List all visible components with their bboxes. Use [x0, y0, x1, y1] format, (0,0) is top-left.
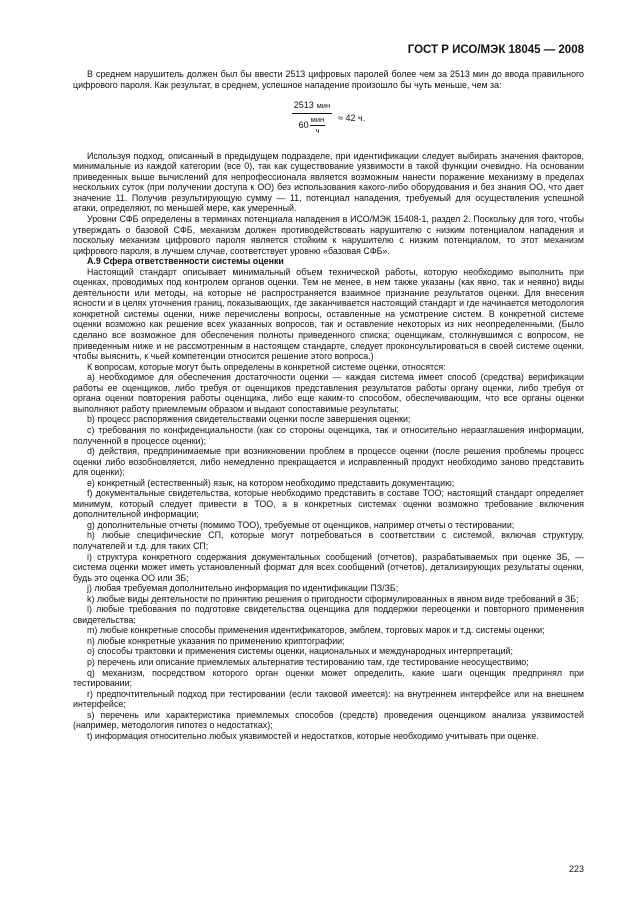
list-item: а) необходимое для обеспечения достаточности оценки — каждая система имеет способ (средства) верификации работы ее оценщиков, либо требуя от оценщиков представления результатов работы органу оценки, либо требуя от органа оценки повторения работы оценщика, либо еще каким-то способом, обеспечивающим, что все органы оценки выполняют работу приемлемым образом и выдают сопоставимые результаты;	[73, 372, 584, 414]
paragraph: К вопросам, которые могут быть определены в конкретной системе оценки, относятся:	[87, 361, 446, 372]
list-item: p) перечень или описание приемлемых альтернатив тестированию там, где тестирование неосуществимо;	[87, 656, 529, 667]
list-item: m) любые конкретные способы применения идентификаторов, эмблем, торговых марок и т.д. системы оценки;	[87, 625, 545, 636]
list-item: k) любые виды деятельности по принятию решения о пригодности сформулированных в явном виде требований в ЗБ;	[87, 593, 579, 604]
list-item: i) структура конкретного содержания документальных сообщений (отчетов), разрабатываемых при оценке ЗБ, — система оценки может иметь установленный формат для всех сообщений (отчетов), детализирующих результаты оценки, будь это оценка ОО или ЗБ;	[73, 551, 584, 583]
document-body	[73, 69, 584, 741]
list-item: q) механизм, посредством которого орган оценки может определить, какие шаги оценщик предпринял при тестировании;	[73, 667, 584, 689]
list-item: t) информация относительно любых уязвимостей и недостатков, которые необходимо учитывать при оценке.	[87, 730, 539, 741]
formula-result: ≈ 42 ч.	[338, 113, 366, 124]
list-item: r) предпочтительный подход при тестировании (если таковой имеется): на внутреннем интерфейсе или на внешнем интерфейсе;	[73, 688, 584, 710]
paragraph: Уровни СФБ определены в терминах потенциала нападения в ИСО/МЭК 15408-1, раздел 2. Поскольку для того, чтобы утверждать о базовой СФБ, механизм должен противодействовать нарушителю с низким потенциалом нападения и поскольку механизм цифрового пароля является стойким к нарушителю с низким потенциалом, то этот механизм цифрового пароля, в лучшем случае, соответствует уровню «базовая СФБ».	[73, 214, 584, 256]
list-item: o) способы трактовки и применения системы оценки, национальных и международных интерпретаций;	[87, 646, 513, 657]
list-item: b) процесс распоряжения свидетельствами оценки после завершения оценки;	[87, 414, 411, 425]
paragraph: Используя подход, описанный в предыдущем подразделе, при идентификации следует выбирать значения факторов, минимальные из каждой категории (все 0), так как существование уязвимости в такой функции очевидно. На основании приведенных выше вычислений для непрофессионала является возможным нанести поражение механизму в пределах нескольких суток (при получении доступа к ОО) без использования какого-либо оборудования и без знания ОО, что дает значение 11. Получив результирующую сумму — 11, потенциал нападения, требуемый для осуществления успешной атаки, определяют, по меньшей мере, как умеренный.	[73, 150, 584, 214]
list-item: e) конкретный (естественный) язык, на котором необходимо представить документацию;	[87, 477, 455, 488]
list-item: n) любые конкретные указания по применению криптографии;	[87, 635, 345, 646]
formula-numerator: 2513 мин	[292, 100, 332, 114]
paragraph: Настоящий стандарт описывает минимальный объем технической работы, которую необходимо выполнить при оценках, проводимых под контролем органов оценки. Тем не менее, в нем также указаны (как явно, так и неявно) виды деятельности или методы, на которые не распространяется взаимное признание результатов оценки. Для внесения ясности и в целях уточнения границ, показывающих, где заканчивается настоящий стандарт и где начинается методология конкретной системы оценки, ниже перечислены вопросы, оставленные на усмотрение систем. В конкретной системе оценки возможно как решение всех указанных вопросов, так и оставление некоторых из них неопределенными. (Было сделано все возможное для обеспечения полноты приведенного списка; оценщикам, столкнувшимся с вопросом, не приведенным ниже и не рассмотренным в настоящем стандарте, следует проконсультироваться в своей системе оценки, чтобы выяснить, к чьей компетенции относится решение этого вопроса.)	[73, 266, 584, 362]
formula	[73, 100, 584, 137]
formula-unit-fraction: $\frac{\text{мин}}{ч}$	[310, 114, 325, 136]
list-item: j) любая требуемая дополнительно информация по идентификации ПЗ/ЗБ;	[87, 583, 399, 594]
list-item: d) действия, предпринимаемые при возникновении проблем в процессе оценки (после решения проблемы процесс оценки либо возобновляется, либо немедленно прекращается и исправленный продукт необходимо заново представить для оценки);	[73, 446, 584, 478]
list-item: c) требования по конфиденциальности (как со стороны оценщика, так и относительно неразглашения информации, полученной в процессе оценки);	[73, 424, 584, 446]
list-item: h) любые специфические СП, которые могут потребоваться в соответствии с системой, включая структуру, получателей и т.д. для таких СП;	[73, 530, 584, 551]
page-number: 223	[568, 864, 584, 874]
formula-denominator: 60 $\frac{\text{мин}}{ч}$	[298, 114, 325, 136]
intro-paragraph: В среднем нарушитель должен был бы ввести 2513 цифровых паролей более чем за 2513 мин до ввода правильного цифрового пароля. Как результат, в среднем, успешное нападение произошло бы чуть меньше, чем за:	[73, 69, 584, 90]
list-item: s) перечень или характеристика приемлемых способов (средств) проведения оценщиком анализа уязвимостей (например, методология гипотез о недостатках);	[73, 709, 584, 731]
section-heading: А.9 Сфера ответственности системы оценки	[87, 256, 284, 267]
standard-header: ГОСТ Р ИСО/МЭК 18045 — 2008	[407, 44, 584, 56]
list-item: g) дополнительные отчеты (помимо ТОО), требуемые от оценщиков, например отчеты о тестировании;	[87, 519, 515, 530]
list-item: f) документальные свидетельства, которые необходимо представить в составе ТОО; настоящий стандарт определяет минимум, который следует привести в ТОО, а в конкретных системах оценки возможно требование включения дополнительной информации;	[73, 488, 584, 520]
list-item: l) любые требования по подготовке свидетельства оценщика для поддержки переоценки и повторного применения свидетельства;	[73, 604, 584, 625]
formula-fraction	[292, 100, 332, 137]
